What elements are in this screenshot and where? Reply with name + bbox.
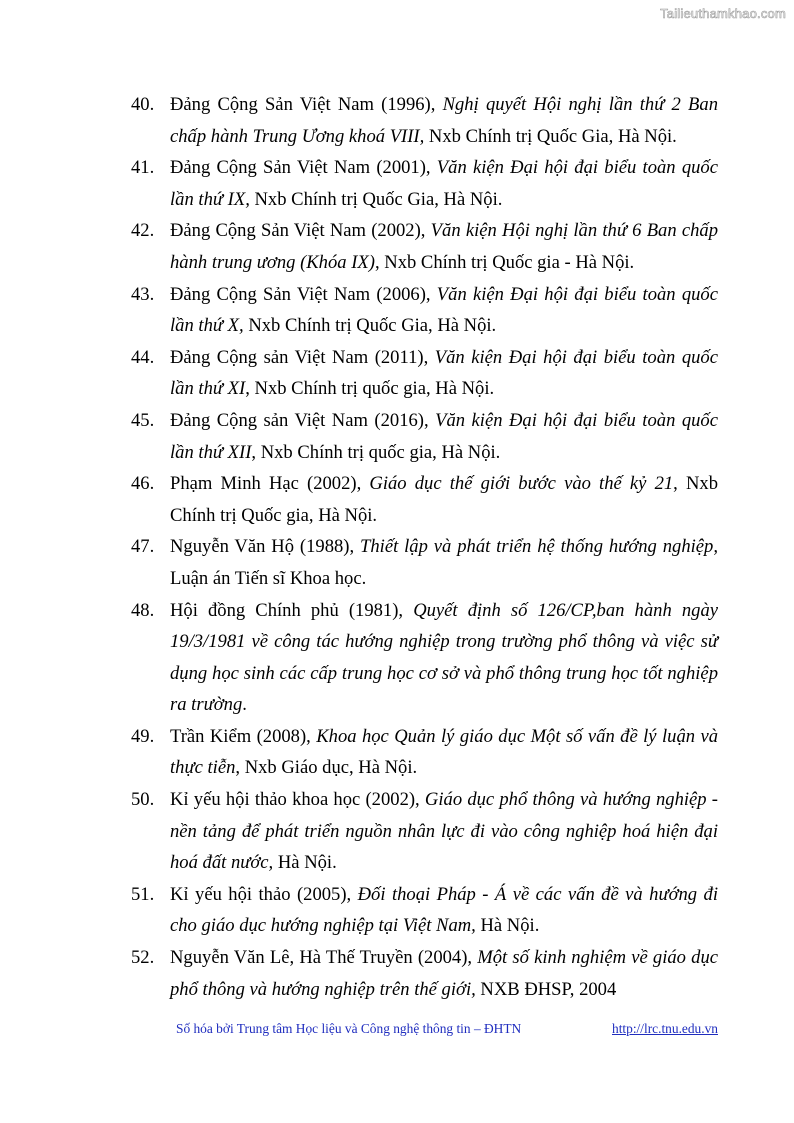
reference-text <box>170 879 718 942</box>
reference-text <box>170 942 718 1005</box>
reference-title: Giáo dục thế giới bước vào thế kỷ 21 <box>369 473 674 495</box>
reference-number: 51. <box>131 883 155 905</box>
reference-authors: Nguyễn Văn Hộ (1988), <box>170 536 361 558</box>
reference-title: Một số kinh nghiệm về giáo dục phổ thông và hướng nghiệp trên thế giới, <box>170 947 718 1000</box>
reference-text <box>170 721 718 784</box>
reference-item <box>128 279 718 342</box>
reference-number: 43. <box>131 283 155 305</box>
reference-number: 41. <box>131 157 155 179</box>
footer-link[interactable]: http://lrc.tnu.edu.vn <box>612 1021 718 1036</box>
reference-item <box>128 152 718 215</box>
reference-text <box>170 405 718 468</box>
reference-text <box>170 531 718 594</box>
reference-publisher: Hà Nội. <box>273 852 337 874</box>
reference-publisher: , Nxb Chính trị Quốc gia, Hà Nội. <box>170 473 718 526</box>
reference-title: Văn kiện Đại hội đại biểu toàn quốc lần thứ XI <box>170 346 718 400</box>
reference-number: 47. <box>131 536 155 558</box>
reference-text <box>170 215 718 278</box>
reference-title: Giáo dục phổ thông và hướng nghiệp - nền tảng để phát triển nguồn nhân lực đi vào công nghiệp hoá hiện đại hoá đất nước, <box>170 789 718 874</box>
reference-publisher: Nxb Chính trị Quốc Gia, Hà Nội. <box>243 315 497 337</box>
reference-item <box>128 879 718 942</box>
reference-item <box>128 784 718 879</box>
reference-publisher: , Nxb Chính trị quốc gia, Hà Nội. <box>251 441 501 463</box>
reference-authors: Trần Kiểm (2008), <box>170 725 317 747</box>
reference-authors: Đảng Cộng sản Việt Nam (2016), <box>170 409 436 431</box>
reference-publisher: , Nxb Chính trị Quốc gia - Hà Nội. <box>374 251 635 273</box>
reference-publisher: Hà Nội. <box>475 915 540 937</box>
reference-number: 49. <box>131 725 155 747</box>
reference-title: Văn kiện Đại hội đại biểu toàn quốc lần thứ XII <box>170 409 718 463</box>
reference-authors: Đảng Cộng Sản Việt Nam (2002), <box>170 220 431 242</box>
reference-number: 42. <box>131 220 155 242</box>
reference-authors: Phạm Minh Hạc (2002), <box>170 473 370 495</box>
reference-title: Quyết định số 126/CP,ban hành ngày 19/3/1981 về công tác hướng nghiệp trong trường phổ thông và việc sử dụng học sinh các cấp trung học cơ sở và phổ thông trung học tốt nghiệp ra trường <box>170 599 718 716</box>
reference-publisher: . <box>242 694 247 716</box>
reference-item <box>128 721 718 784</box>
reference-text <box>170 279 718 342</box>
reference-item <box>128 942 718 1005</box>
reference-authors: Đảng Cộng Sản Việt Nam (2001), <box>170 157 437 179</box>
reference-number: 48. <box>131 599 155 621</box>
reference-text <box>170 89 718 152</box>
reference-publisher: Nxb Chính trị Quốc Gia, Hà Nội. <box>249 188 503 210</box>
reference-item <box>128 531 718 594</box>
reference-title: Thiết lập và phát triển hệ thống hướng nghiệp, <box>360 536 718 558</box>
reference-publisher: , Nxb Chính trị quốc gia, Hà Nội. <box>245 378 495 400</box>
footer-credit: Số hóa bởi Trung tâm Học liệu và Công nghệ thông tin – ĐHTN <box>176 1021 522 1036</box>
reference-publisher: NXB ĐHSP, 2004 <box>475 978 617 1000</box>
reference-text <box>170 784 718 879</box>
reference-text <box>170 468 718 531</box>
reference-text <box>170 152 718 215</box>
reference-list <box>128 89 718 1005</box>
reference-title: Đối thoại Pháp - Á về các vấn đề và hướng đi cho giáo dục hướng nghiệp tại Việt Nam, <box>170 883 718 937</box>
reference-title: Văn kiện Đại hội đại biểu toàn quốc lần thứ X, <box>170 283 718 337</box>
reference-number: 50. <box>131 789 155 811</box>
reference-text <box>170 595 718 721</box>
reference-number: 44. <box>131 346 155 368</box>
reference-authors: Đảng Cộng sản Việt Nam (2011), <box>170 346 435 368</box>
reference-authors: Đảng Cộng Sản Việt Nam (2006), <box>170 283 437 305</box>
reference-item <box>128 405 718 468</box>
reference-number: 52. <box>131 947 155 969</box>
reference-number: 46. <box>131 473 155 495</box>
reference-number: 45. <box>131 409 155 431</box>
reference-title: Khoa học Quản lý giáo dục Một số vấn đề lý luận và thực tiễn <box>170 725 719 779</box>
reference-item <box>128 468 718 531</box>
reference-item <box>128 215 718 278</box>
reference-item <box>128 89 718 152</box>
reference-title: Văn kiện Hội nghị lần thứ 6 Ban chấp hành trung ương (Khóa IX) <box>170 220 718 273</box>
reference-authors: Hội đồng Chính phủ (1981), <box>170 599 414 621</box>
reference-text <box>170 342 718 405</box>
reference-item <box>128 342 718 405</box>
reference-authors: Kỉ yếu hội thảo khoa học (2002), <box>170 789 425 811</box>
reference-publisher: Nxb Chính trị Quốc Gia, Hà Nội. <box>424 125 677 147</box>
reference-publisher: , Nxb Giáo dục, Hà Nội. <box>235 757 418 779</box>
watermark: Tailieuthamkhao.com <box>660 6 786 21</box>
reference-authors: Kỉ yếu hội thảo (2005), <box>170 883 358 905</box>
reference-authors: Đảng Cộng Sản Việt Nam (1996), <box>170 94 443 115</box>
reference-title: Văn kiện Đại hội đại biểu toàn quốc lần thứ IX, <box>170 157 718 210</box>
reference-publisher: Luận án Tiến sĩ Khoa học. <box>170 567 367 589</box>
reference-authors: Nguyễn Văn Lê, Hà Thế Truyền (2004), <box>170 947 478 969</box>
reference-title: Nghị quyết Hội nghị lần thứ 2 Ban chấp hành Trung Ương khoá VIII, <box>170 94 718 147</box>
reference-number: 40. <box>131 94 155 115</box>
reference-item <box>128 595 718 721</box>
